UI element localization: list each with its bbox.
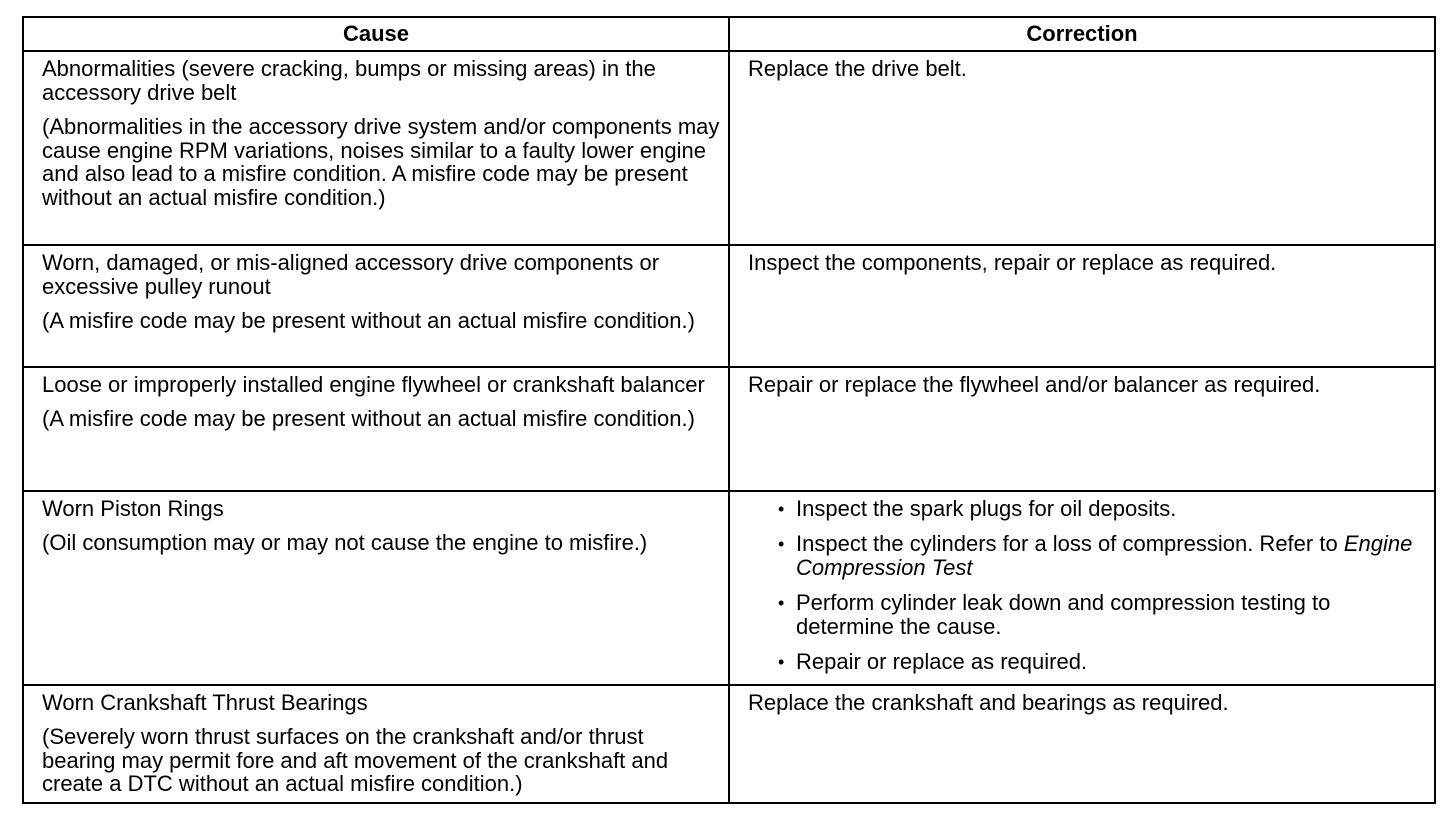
cause-note: (A misfire code may be present without an actual misfire condition.) [42, 406, 695, 431]
correction-cell [729, 245, 1435, 367]
table-row [23, 367, 1435, 491]
bullet-icon: • [778, 499, 785, 519]
list-item [778, 532, 1426, 580]
list-item [778, 591, 1426, 639]
list-item [778, 497, 1426, 521]
bullet-icon: • [778, 593, 785, 613]
correction-cell [729, 491, 1435, 685]
correction-text: Replace the drive belt. [748, 56, 967, 81]
table-header-row [23, 17, 1435, 51]
cause-correction-table [22, 16, 1436, 804]
header-cause: Cause [23, 17, 729, 51]
cause-cell [23, 491, 729, 685]
correction-text: Repair or replace the flywheel and/or balancer as required. [748, 372, 1321, 397]
correction-cell [729, 367, 1435, 491]
cause-cell [23, 245, 729, 367]
cause-text: Worn Piston Rings [42, 496, 224, 521]
table-row [23, 491, 1435, 685]
correction-cell [729, 685, 1435, 803]
cause-note: (Abnormalities in the accessory drive system and/or components may cause engine RPM variations, noises similar to a faulty lower engine and also lead to a misfire condition. A misfire code may be present without an actual misfire condition.) [42, 114, 720, 210]
correction-step: Inspect the spark plugs for oil deposits. [796, 496, 1177, 521]
correction-step: Repair or replace as required. [796, 649, 1088, 674]
table-row [23, 51, 1435, 245]
cause-cell [23, 367, 729, 491]
table-row [23, 685, 1435, 803]
cause-text: Abnormalities (severe cracking, bumps or missing areas) in the accessory drive belt [42, 56, 656, 105]
cause-text: Worn, damaged, or mis-aligned accessory drive components or excessive pulley runout [42, 250, 660, 299]
cause-cell [23, 685, 729, 803]
correction-text: Inspect the components, repair or replace as required. [748, 250, 1277, 275]
procedure-reference[interactable]: Engine Compression Test [796, 531, 1413, 580]
correction-bullet-list [748, 497, 1426, 674]
table-row [23, 245, 1435, 367]
bullet-icon: • [778, 534, 785, 554]
correction-text: Replace the crankshaft and bearings as required. [748, 690, 1229, 715]
cause-note: (Oil consumption may or may not cause the engine to misfire.) [42, 530, 648, 555]
list-item [778, 650, 1426, 674]
cause-note: (A misfire code may be present without an actual misfire condition.) [42, 308, 695, 333]
correction-step: Perform cylinder leak down and compression testing to determine the cause. [796, 590, 1331, 639]
bullet-icon: • [778, 652, 785, 672]
cause-cell [23, 51, 729, 245]
header-correction: Correction [729, 17, 1435, 51]
cause-text: Loose or improperly installed engine flywheel or crankshaft balancer [42, 372, 705, 397]
cause-text: Worn Crankshaft Thrust Bearings [42, 690, 368, 715]
correction-cell [729, 51, 1435, 245]
correction-step: Inspect the cylinders for a loss of compression. Refer to [796, 531, 1338, 556]
cause-note: (Severely worn thrust surfaces on the crankshaft and/or thrust bearing may permit fore and aft movement of the crankshaft and create a DTC without an actual misfire condition.) [42, 724, 669, 796]
